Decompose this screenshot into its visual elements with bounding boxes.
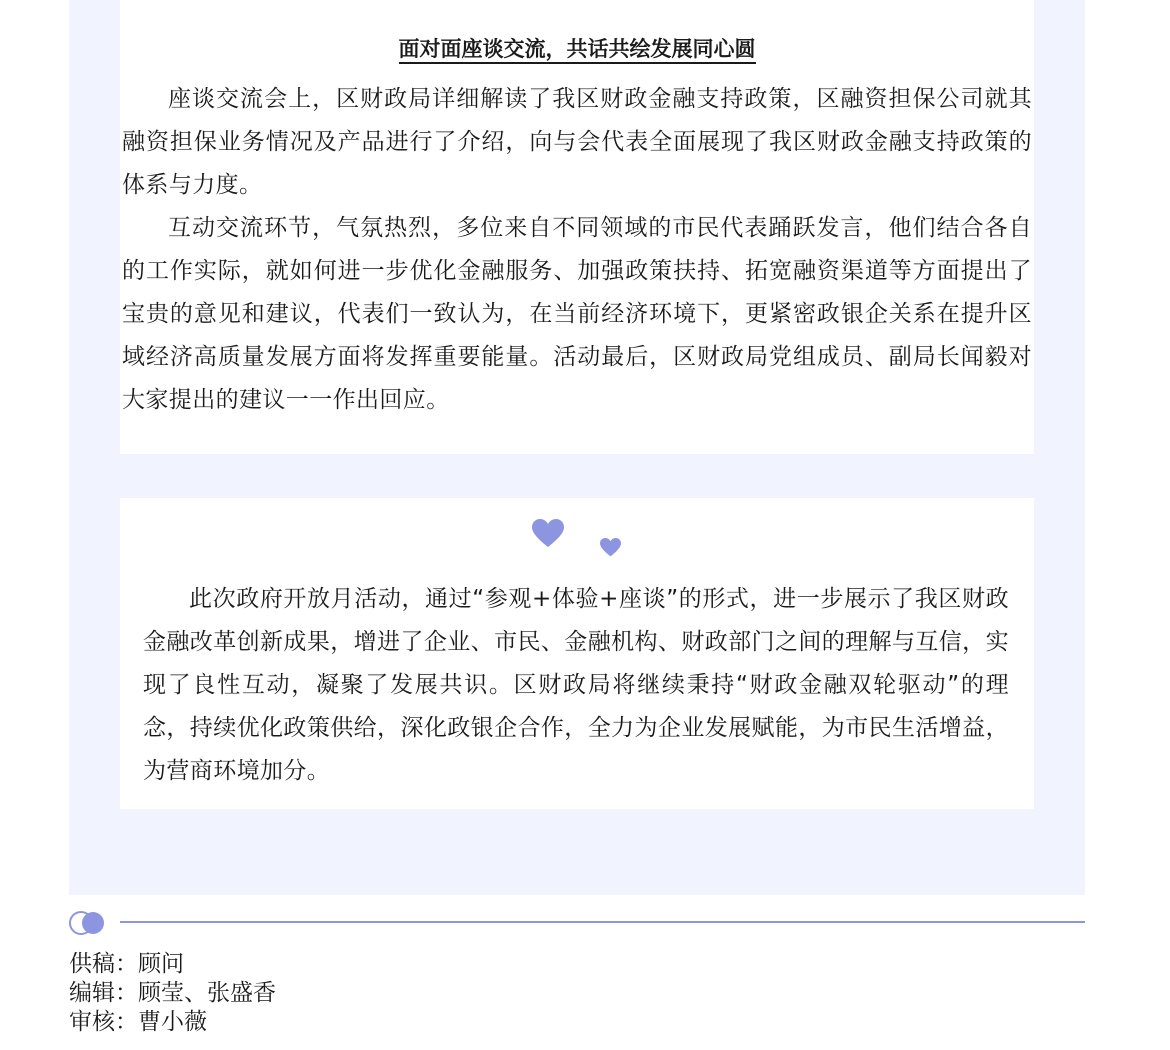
content-card bbox=[120, 0, 1034, 454]
heart-icon bbox=[532, 519, 564, 548]
credits bbox=[69, 950, 276, 1037]
section-title: 面对面座谈交流，共话共绘发展同心圆 bbox=[120, 34, 1034, 64]
paragraph-group bbox=[122, 78, 1032, 422]
paragraph: 互动交流环节，气氛热烈，多位来自不同领域的市民代表踊跃发言，他们结合各自的工作实际，就如何进一步优化金融服务、加强政策扶持、拓宽融资渠道等方面提出了宝贵的意见和建议，代表们一致认为，在当前经济环境下，更紧密政银企关系在提升区域经济高质量发展方面将发挥重要能量。活动最后，区财政局党组成员、副局长闻毅对大家提出的建议一一作出回应。 bbox=[122, 215, 1032, 413]
credit-editor: 编辑：顾莹、张盛香 bbox=[69, 980, 276, 1006]
summary-card bbox=[120, 498, 1034, 809]
credit-contributor: 供稿：顾问 bbox=[69, 951, 184, 977]
credit-reviewer: 审核：曹小薇 bbox=[69, 1009, 207, 1035]
summary-text-group bbox=[143, 578, 1009, 793]
circle-decoration-icon bbox=[69, 910, 109, 936]
divider bbox=[120, 921, 1085, 923]
summary-paragraph: 此次政府开放月活动，通过“参观+体验+座谈”的形式，进一步展示了我区财政金融改革创新成果，增进了企业、市民、金融机构、财政部门之间的理解与互信，实现了良性互动，凝聚了发展共识。区财政局将继续秉持“财政金融双轮驱动”的理念，持续优化政策供给，深化政银企合作，全力为企业发展赋能，为市民生活增益，为营商环境加分。 bbox=[143, 586, 1009, 784]
heart-icon bbox=[599, 538, 622, 557]
paragraph: 座谈交流会上，区财政局详细解读了我区财政金融支持政策，区融资担保公司就其融资担保业务情况及产品进行了介绍，向与会代表全面展现了我区财政金融支持政策的体系与力度。 bbox=[122, 86, 1032, 198]
